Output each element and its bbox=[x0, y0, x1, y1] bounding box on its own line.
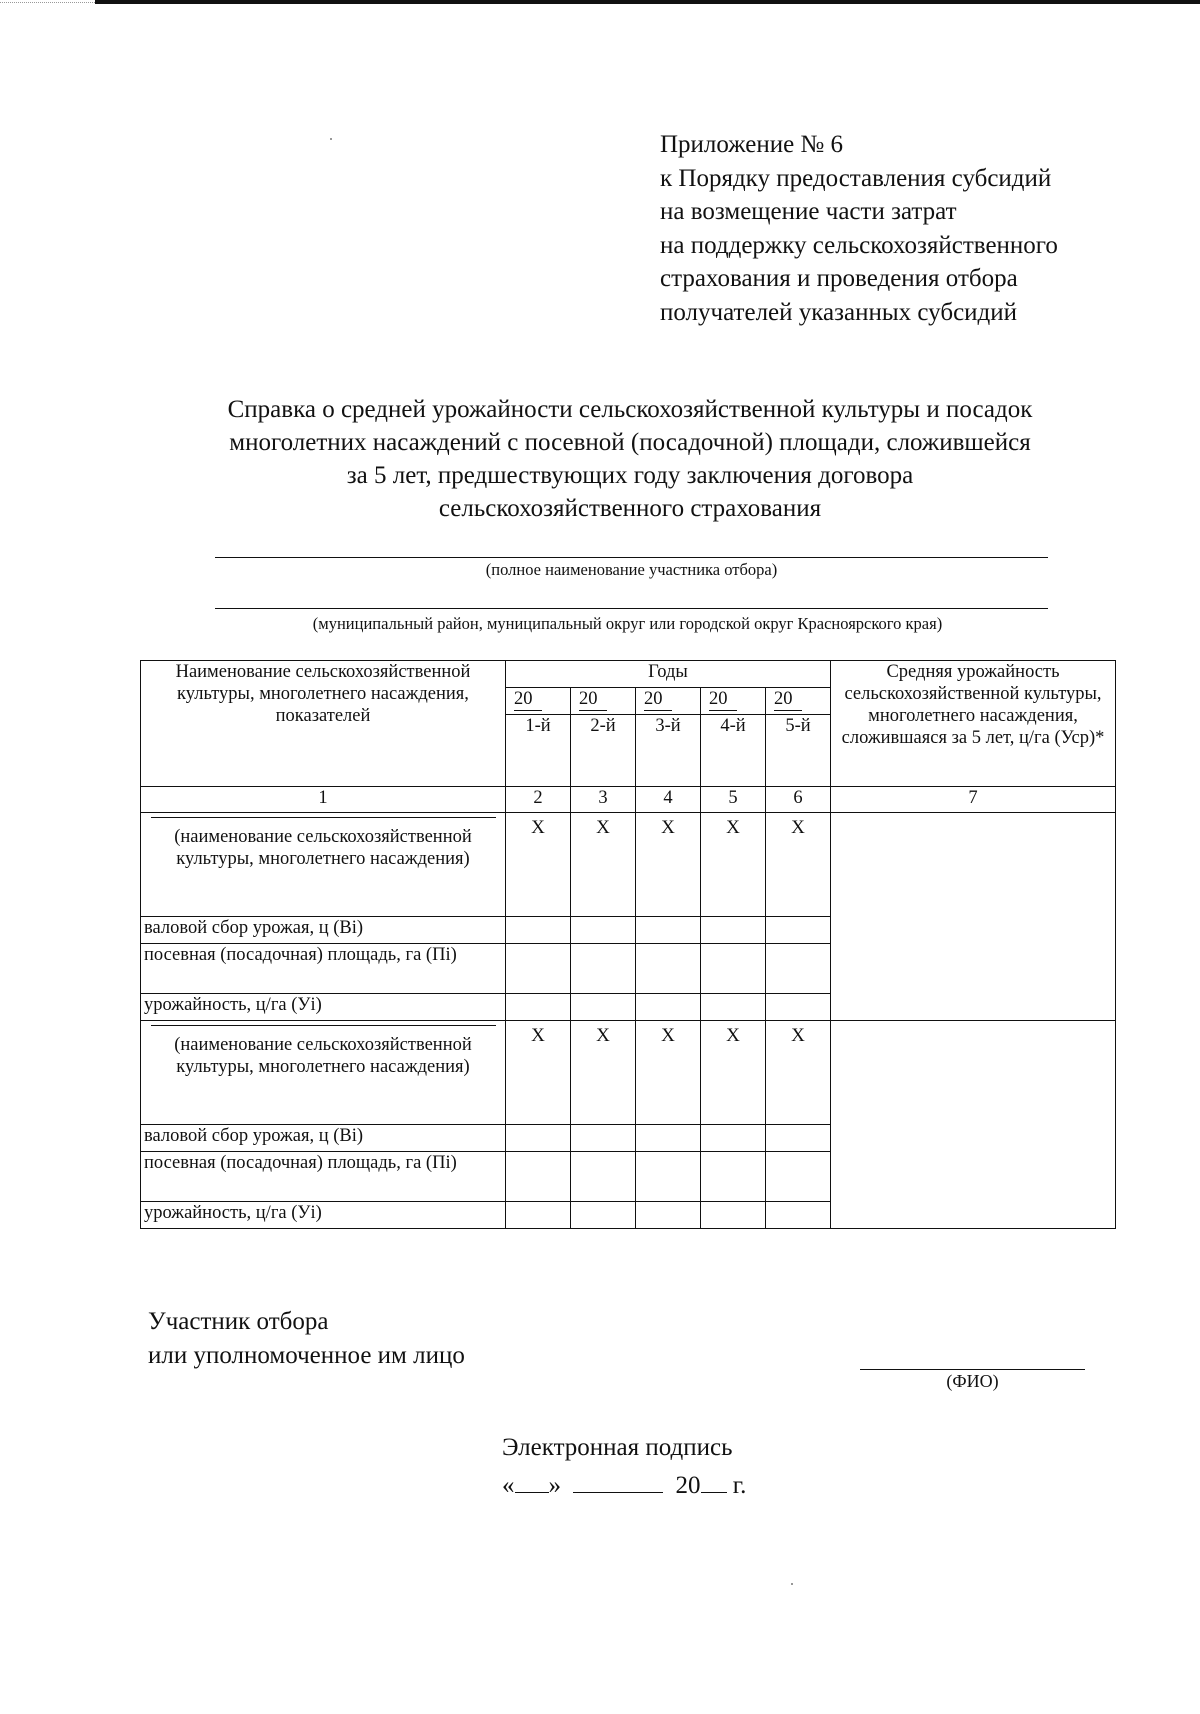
crop-name-cell[interactable] bbox=[141, 813, 506, 917]
signatory-block bbox=[148, 1305, 465, 1373]
x-mark: X bbox=[701, 1021, 766, 1125]
column-number: 1 bbox=[141, 787, 506, 813]
value-cell[interactable] bbox=[701, 944, 766, 994]
x-mark: X bbox=[506, 813, 571, 917]
title-line: за 5 лет, предшествующих году заключения договора bbox=[346, 462, 914, 489]
year-prefix: 20 bbox=[579, 688, 607, 711]
year-blank[interactable] bbox=[701, 1467, 727, 1493]
crop-name-cell[interactable] bbox=[141, 1021, 506, 1125]
crop-name-line[interactable] bbox=[151, 1025, 496, 1026]
x-mark: X bbox=[636, 1021, 701, 1125]
electronic-signature-label: Электронная подпись bbox=[502, 1434, 733, 1461]
district-line[interactable] bbox=[215, 608, 1048, 609]
scan-top-border bbox=[95, 0, 1200, 4]
value-cell[interactable] bbox=[701, 1125, 766, 1152]
value-cell[interactable] bbox=[766, 1125, 831, 1152]
header-years: Годы bbox=[506, 661, 831, 688]
title-line: многолетних насаждений с посевной (посадочной) площади, сложившейся bbox=[229, 429, 1031, 456]
x-mark: X bbox=[571, 813, 636, 917]
value-cell[interactable] bbox=[636, 1202, 701, 1229]
row-gross-harvest: валовой сбор урожая, ц (Bi) bbox=[141, 1125, 506, 1152]
year-ordinal: 2-й bbox=[571, 715, 636, 787]
fio-signature-line[interactable] bbox=[860, 1369, 1085, 1370]
year-cell[interactable] bbox=[766, 688, 831, 715]
year-cell[interactable] bbox=[506, 688, 571, 715]
year-cell[interactable] bbox=[571, 688, 636, 715]
row-yield: урожайность, ц/га (Уi) bbox=[141, 994, 506, 1021]
column-number: 7 bbox=[831, 787, 1116, 813]
value-cell[interactable] bbox=[766, 994, 831, 1021]
year-ordinal: 4-й bbox=[701, 715, 766, 787]
value-cell[interactable] bbox=[571, 1202, 636, 1229]
district-caption: (муниципальный район, муниципальный округ или городской округ Красноярского края) bbox=[312, 614, 943, 633]
scan-speck bbox=[330, 138, 332, 140]
column-number: 2 bbox=[506, 787, 571, 813]
value-cell[interactable] bbox=[571, 1152, 636, 1202]
value-cell[interactable] bbox=[506, 944, 571, 994]
value-cell[interactable] bbox=[571, 1125, 636, 1152]
date-close-quote: » bbox=[548, 1472, 561, 1499]
row-gross-harvest: валовой сбор урожая, ц (Bi) bbox=[141, 917, 506, 944]
yield-table bbox=[140, 660, 1116, 1229]
date-line bbox=[502, 1467, 746, 1503]
value-cell[interactable] bbox=[636, 917, 701, 944]
x-mark: X bbox=[636, 813, 701, 917]
date-open-quote: « bbox=[502, 1472, 515, 1499]
value-cell[interactable] bbox=[766, 1152, 831, 1202]
signatory-line: или уполномоченное им лицо bbox=[148, 1342, 465, 1369]
scan-speck bbox=[791, 1583, 793, 1585]
value-cell[interactable] bbox=[506, 994, 571, 1021]
x-mark: X bbox=[506, 1021, 571, 1125]
column-number: 5 bbox=[701, 787, 766, 813]
crop-name-caption: (наименование сельскохозяйственной культуры, многолетнего насаждения) bbox=[174, 1035, 472, 1077]
value-cell[interactable] bbox=[636, 944, 701, 994]
value-cell[interactable] bbox=[636, 1125, 701, 1152]
year-prefix: 20 bbox=[514, 688, 542, 711]
value-cell[interactable] bbox=[701, 1202, 766, 1229]
year-cell[interactable] bbox=[636, 688, 701, 715]
row-sown-area: посевная (посадочная) площадь, га (Пi) bbox=[141, 1152, 506, 1202]
value-cell[interactable] bbox=[766, 917, 831, 944]
fio-caption: (ФИО) bbox=[946, 1371, 999, 1391]
month-blank[interactable] bbox=[573, 1467, 663, 1493]
value-cell[interactable] bbox=[506, 917, 571, 944]
average-yield-cell[interactable] bbox=[831, 813, 1116, 1021]
x-mark: X bbox=[766, 1021, 831, 1125]
document-title bbox=[130, 393, 1130, 525]
column-number: 4 bbox=[636, 787, 701, 813]
date-year-suffix: г. bbox=[732, 1472, 747, 1499]
value-cell[interactable] bbox=[571, 944, 636, 994]
annex-number: Приложение № 6 bbox=[660, 131, 844, 158]
title-line: Справка о средней урожайности сельскохозяйственной культуры и посадок bbox=[227, 396, 1033, 423]
value-cell[interactable] bbox=[571, 994, 636, 1021]
row-yield: урожайность, ц/га (Уi) bbox=[141, 1202, 506, 1229]
crop-name-caption: (наименование сельскохозяйственной культуры, многолетнего насаждения) bbox=[174, 827, 472, 869]
value-cell[interactable] bbox=[766, 1202, 831, 1229]
value-cell[interactable] bbox=[506, 1202, 571, 1229]
value-cell[interactable] bbox=[701, 1152, 766, 1202]
date-year-prefix: 20 bbox=[675, 1472, 701, 1499]
row-sown-area: посевная (посадочная) площадь, га (Пi) bbox=[141, 944, 506, 994]
annex-block bbox=[660, 128, 1058, 329]
year-prefix: 20 bbox=[709, 688, 737, 711]
annex-line: к Порядку предоставления субсидий bbox=[660, 164, 1052, 192]
year-prefix: 20 bbox=[774, 688, 802, 711]
value-cell[interactable] bbox=[636, 994, 701, 1021]
year-ordinal: 5-й bbox=[766, 715, 831, 787]
header-average-yield: Средняя урожайность сельскохозяйственной культуры, многолетнего насаждения, сложившаяся за 5 лет, ц/га (Уср)* bbox=[831, 661, 1116, 787]
signatory-line: Участник отбора bbox=[148, 1308, 329, 1335]
participant-name-line[interactable] bbox=[215, 557, 1048, 558]
x-mark: X bbox=[766, 813, 831, 917]
value-cell[interactable] bbox=[701, 994, 766, 1021]
column-number: 6 bbox=[766, 787, 831, 813]
year-ordinal: 3-й bbox=[636, 715, 701, 787]
annex-line: на возмещение части затрат bbox=[660, 198, 957, 225]
value-cell[interactable] bbox=[506, 1152, 571, 1202]
year-prefix: 20 bbox=[644, 688, 672, 711]
participant-caption: (полное наименование участника отбора) bbox=[485, 560, 778, 579]
column-number: 3 bbox=[571, 787, 636, 813]
x-mark: X bbox=[571, 1021, 636, 1125]
value-cell[interactable] bbox=[766, 944, 831, 994]
value-cell[interactable] bbox=[701, 917, 766, 944]
annex-line: на поддержку сельскохозяйственного bbox=[660, 231, 1058, 259]
value-cell[interactable] bbox=[571, 917, 636, 944]
day-blank[interactable] bbox=[515, 1467, 549, 1493]
value-cell[interactable] bbox=[636, 1152, 701, 1202]
annex-line: страхования и проведения отбора bbox=[660, 265, 1018, 292]
header-crop-name: Наименование сельскохозяйственной культуры, многолетнего насаждения, показателей bbox=[141, 661, 506, 787]
x-mark: X bbox=[701, 813, 766, 917]
year-cell[interactable] bbox=[701, 688, 766, 715]
year-ordinal: 1-й bbox=[506, 715, 571, 787]
annex-line: получателей указанных субсидий bbox=[660, 298, 1018, 326]
title-line: сельскохозяйственного страхования bbox=[438, 495, 822, 522]
average-yield-cell[interactable] bbox=[831, 1021, 1116, 1229]
crop-name-line[interactable] bbox=[151, 817, 496, 818]
scan-dotted-edge bbox=[0, 2, 95, 3]
value-cell[interactable] bbox=[506, 1125, 571, 1152]
